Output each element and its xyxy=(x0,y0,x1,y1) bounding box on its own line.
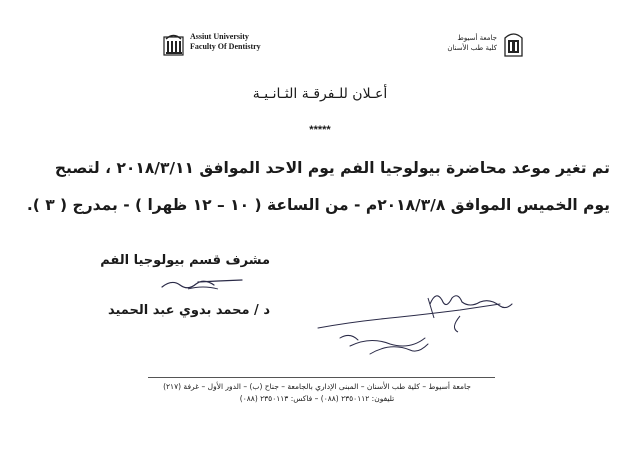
footer xyxy=(110,381,524,405)
small-handwritten-signature xyxy=(158,273,248,297)
doctor-name: د / محمد بدوي عبد الحميد xyxy=(107,303,270,318)
university-name-en xyxy=(190,32,261,52)
assiut-university-logo-icon xyxy=(163,31,184,56)
university-name-ar xyxy=(447,33,497,53)
footer-address: جامعة أسيوط – كلية طب الأسنان – المبنى الإداري بالجامعة – جناح (ب) – الدور الأول – غرفة (٢١٧) xyxy=(163,382,471,391)
footer-phone: تليفون: ٢٣٥٠١١٢ (٠٨٨) – فاكس: ٢٣٥٠١١٣ (٠٨٨) xyxy=(239,394,395,403)
separator-stars: ***** xyxy=(309,124,331,136)
body-line-2: يوم الخميس الموافق ٢٠١٨/٣/٨م - من الساعة ( ١٠ – ١٢ ظهرا ) - بمدرج ( ٣ ). xyxy=(26,196,610,214)
faculty-ar-line: كلية طب الأسنان xyxy=(447,44,497,52)
university-ar-line: جامعة أسيوط xyxy=(457,34,497,42)
announcement-title: أعـلان للـفرقـة الثـانـيـة xyxy=(252,86,388,102)
faculty-of-dentistry-logo-icon xyxy=(503,30,524,57)
university-en-line: Assiut University xyxy=(190,32,249,41)
announcement-body xyxy=(26,150,610,224)
supervisor-role: مشرف قسم بيولوجيا الفم xyxy=(100,253,270,268)
large-handwritten-signature xyxy=(310,288,520,360)
body-line-1: تم تغير موعد محاضرة بيولوجيا الفم يوم الاحد الموافق ٢٠١٨/٣/١١ ، لتصبح xyxy=(54,159,610,177)
faculty-en-line: Faculty Of Dentistry xyxy=(190,42,261,51)
footer-divider xyxy=(148,377,495,378)
